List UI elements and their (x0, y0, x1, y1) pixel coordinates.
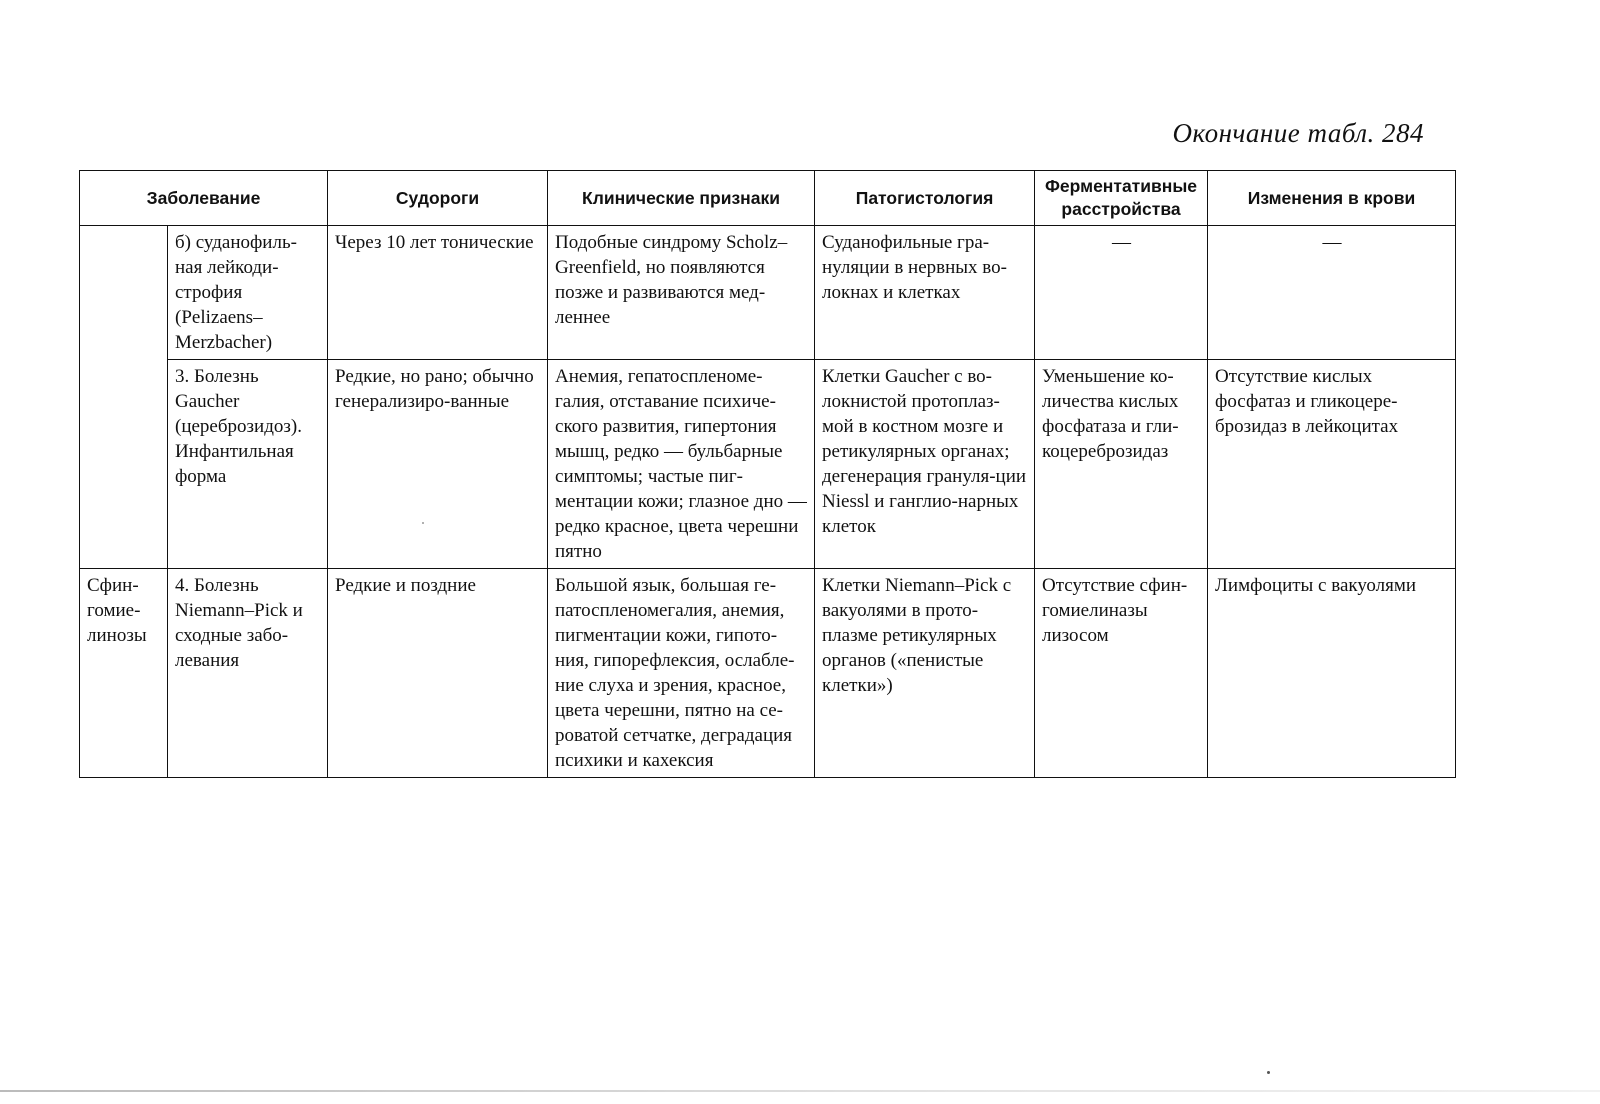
disease-table (79, 170, 1456, 778)
enzyme-cell: Отсутствие сфин-гомиелиназы лизосом (1035, 569, 1208, 778)
clinical-cell: Большой язык, большая ге-патоспленомегалия, анемия, пигментации кожи, гипото-ния, гипорефлексия, ослабле-ние слуха и зрения, красное, цвета черешни, пятно на се-роватой сетчатке, деградация психики и кахексия (548, 569, 815, 778)
blood-cell: Лимфоциты с вакуолями (1208, 569, 1456, 778)
group-cell (80, 226, 168, 569)
header-enzyme: Ферментативные расстройства (1035, 171, 1208, 226)
table-caption: Окончание табл. 284 (1172, 118, 1424, 148)
disease-name-cell: б) суданофиль-ная лейкоди-строфия (Pelizaens–Merzbacher) (168, 226, 328, 360)
pathology-cell: Клетки Niemann–Pick с вакуолями в прото-плазме ретикулярных органов («пенистые клетки») (815, 569, 1035, 778)
scan-speck (422, 522, 424, 524)
clinical-cell: Подобные синдрому Scholz–Greenfield, но появляются позже и развиваются мед-леннее (548, 226, 815, 360)
seizures-cell: Редкие и поздние (328, 569, 548, 778)
pathology-cell: Клетки Gaucher с во-локнистой протоплаз-мой в костном мозге и ретикулярных органах; дегенерация грануля-ции Niessl и ганглио-нарных клеток (815, 360, 1035, 569)
header-clinical: Клинические признаки (548, 171, 815, 226)
clinical-cell: Анемия, гепатоспленоме-галия, отставание психиче-ского развития, гипертония мышц, редко — бульбарные симптомы; частые пиг-ментации кожи; глазное дно — редко красное, цвета черешни пятно (548, 360, 815, 569)
header-row (80, 171, 1456, 226)
enzyme-cell: — (1035, 226, 1208, 360)
disease-name-cell: 3. Болезнь Gaucher (цереброзидоз). Инфантильная форма (168, 360, 328, 569)
table-row (80, 226, 1456, 360)
blood-cell: Отсутствие кислых фосфатаз и гликоцере-брозидаз в лейкоцитах (1208, 360, 1456, 569)
table-row (80, 569, 1456, 778)
group-cell: Сфин-гомие-линозы (80, 569, 168, 778)
disease-name-cell: 4. Болезнь Niemann–Pick и сходные забо-левания (168, 569, 328, 778)
seizures-cell: Через 10 лет тонические (328, 226, 548, 360)
header-pathology: Патогистология (815, 171, 1035, 226)
header-blood: Изменения в крови (1208, 171, 1456, 226)
scan-edge-line (0, 1090, 1600, 1092)
enzyme-cell: Уменьшение ко-личества кислых фосфатаза и гли-коцереброзидаз (1035, 360, 1208, 569)
pathology-cell: Суданофильные гра-нуляции в нервных во-локнах и клетках (815, 226, 1035, 360)
blood-cell: — (1208, 226, 1456, 360)
header-seizures: Судороги (328, 171, 548, 226)
table-row (80, 360, 1456, 569)
scan-speck (1267, 1071, 1270, 1074)
header-disease: Заболевание (80, 171, 328, 226)
seizures-cell: Редкие, но рано; обычно генерализиро-ванные (328, 360, 548, 569)
